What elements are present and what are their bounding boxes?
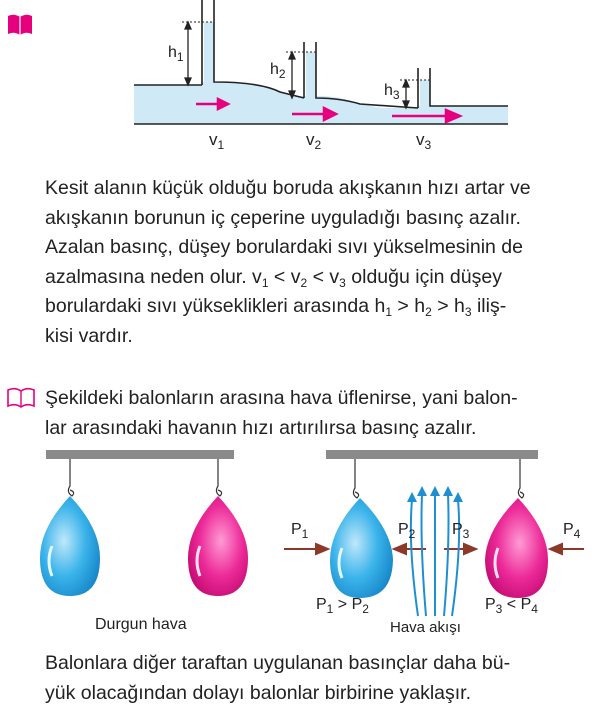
v3-label: $v_3$ — [416, 130, 432, 152]
h3-label: $h_3$ — [384, 82, 400, 102]
h1-label: $h_1$ — [168, 44, 184, 64]
hanging-bar-left — [46, 450, 234, 459]
p4-label: $P_4$ — [563, 521, 581, 541]
balloon-pink-still — [188, 496, 248, 596]
text-line: yük olacağından dolayı balonlar birbirine yaklaşır. — [45, 681, 472, 704]
text-line: Kesit alanın küçük olduğu boruda akışkanın hızı artar ve — [45, 177, 531, 199]
text-line: akışkanın borunun iç çeperine uyguladığı basınç azalır. — [45, 206, 521, 229]
pipe-flow-diagram — [130, 0, 510, 130]
v2-label: $v_2$ — [306, 130, 322, 152]
open-book-icon — [6, 386, 36, 410]
balloon-blue-still — [40, 496, 100, 596]
text-line: Şekildeki balonların arasına hava üflenirse, yani balon- — [45, 387, 518, 409]
air-flow-caption: Hava akışı — [390, 619, 461, 636]
paragraph-balloon-conclusion — [45, 649, 595, 708]
book-icon — [6, 10, 34, 38]
text-line: Azalan basınç, düşey borulardaki sıvı yükselmesinin de — [45, 236, 523, 258]
v1-label: $v_1$ — [209, 130, 225, 152]
pressure-relation-right: $P_3 < P_4$ — [485, 596, 538, 616]
h2-label: $h_2$ — [270, 61, 286, 81]
text-line: azalmasına neden olur. $v_1 < v_2 < v_3$ olduğu için düşey — [45, 265, 502, 290]
p2-label: $P_2$ — [398, 521, 416, 541]
paragraph-pipe-explanation — [45, 174, 595, 351]
still-air-caption: Durgun hava — [95, 616, 187, 633]
p3-label: $P_3$ — [452, 521, 470, 541]
text-line: kisi vardır. — [45, 324, 133, 347]
hanging-bar-right — [326, 450, 538, 459]
text-line: Balonlara diğer taraftan uygulanan basınçlar daha bü- — [45, 652, 511, 674]
balloon-pink-flow — [485, 498, 548, 598]
text-line: borulardaki sıvı yükseklikleri arasında $h_1 > h_2 > h_3$ iliş- — [45, 295, 507, 319]
balloon-blue-flow — [330, 498, 393, 598]
pressure-relation-left: $P_1 > P_2$ — [316, 596, 369, 616]
text-line: lar arasındaki havanın hızı artırılırsa basınç azalır. — [45, 416, 477, 439]
p1-label: $P_1$ — [291, 521, 309, 541]
paragraph-balloon-intro — [45, 384, 600, 443]
